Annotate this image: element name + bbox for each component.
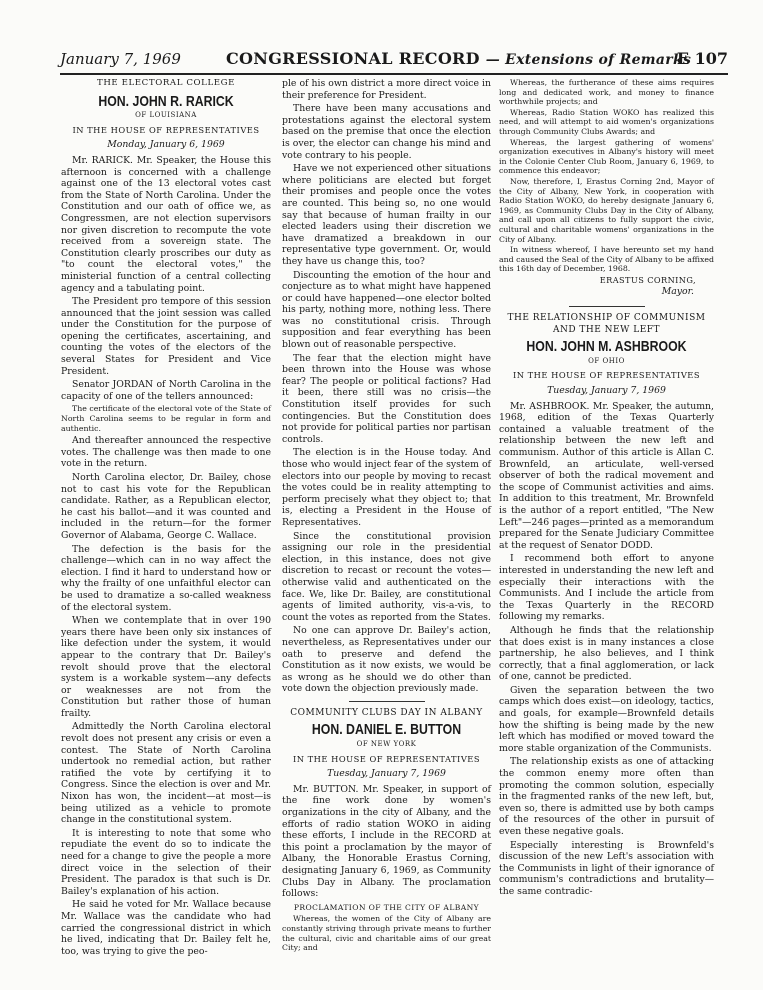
proclamation-title: PROCLAMATION OF THE CITY OF ALBANY: [293, 902, 480, 912]
column-2: [282, 78, 491, 953]
article1-kicker: THE ELECTORAL COLLEGE: [97, 78, 235, 88]
proclamation-text: Whereas, Radio Station WOKO has realized this need, and will attempt to aid women's organizations through Community Clubs Awards; and: [499, 107, 714, 136]
paragraph: The fear that the election might have been thrown into the House was whose fear? The people or political factions? Had it been, there still was no crisis—the Constitution itself provides for such contingencies. But the Constitution does not provide for political parties nor partisan controls.: [282, 352, 491, 445]
paragraph: Senator JORDAN of North Carolina in the capacity of one of the tellers announced:: [61, 379, 271, 402]
article3-day: Tuesday, January 7, 1969: [547, 385, 666, 397]
paragraph: Discounting the emotion of the hour and conjecture as to what might have happened or could have happened—one elector bolted his party, nothing more, nothing less. There was no constitutional crisis. Through supposition and fear everything has been blown out of reasonable perspective.: [282, 269, 491, 351]
paragraph: The defection is the basis for the challenge—which can in no way affect the election. I find it hard to understand how or why the frailty of one unfaithful elector can be used to dramatize a so-called weakness of the electoral system.: [61, 543, 271, 613]
paragraph: He said he voted for Mr. Wallace because Mr. Wallace was the candidate who had carried the congressional district in which he lived, indicating that Dr. Bailey felt he, too, was trying to give the peo-: [61, 899, 271, 957]
article1-house: IN THE HOUSE OF REPRESENTATIVES: [72, 124, 260, 135]
article1-day: Monday, January 6, 1969: [107, 139, 225, 151]
page-header: [60, 46, 728, 74]
paragraph: Have we not experienced other situations where politicians are elected but forget their promises and people once the votes are counted. This being so, no one would say that because of human frailty in our elected leaders using their discretion we have dramatized a breakdown in our representative type government. Or, would they have us change this, too?: [282, 163, 491, 267]
page-number: E 107: [676, 49, 728, 68]
section-divider: [569, 306, 645, 307]
article2-kicker: COMMUNITY CLUBS DAY IN ALBANY: [290, 707, 483, 718]
paragraph: The election is in the House today. And those who would inject fear of the system of electors into our people by moving to recast the votes could be in reality attempting to perform precisely what they object to; that is, electing a President in the House of Representatives.: [282, 447, 491, 528]
proclamation-text: Whereas, the women of the City of Albany are constantly striving through private means to further the cultural, civic and charitable aims of our great City; and: [282, 914, 491, 953]
paragraph: I recommend both effort to anyone interested in understanding the new left and especially their interactions with the Communists. And I include the article from the Texas Quarterly in the RECORD following my remarks.: [499, 553, 714, 623]
proclamation-text: Whereas, the furtherance of these aims requires long and dedicated work, and money to finance worthwhile projects; and: [499, 78, 714, 107]
paragraph: The relationship exists as one of attacking the common enemy more often than promoting the common solution, especially in the fragmented ranks of the new left, but, even so, there is admitted use by both camps of the resources of the other in pursuit of even these negative goals.: [499, 756, 714, 837]
article3-state: OF OHIO: [588, 356, 625, 365]
article2-speaker: HON. DANIEL E. BUTTON: [311, 721, 462, 739]
paragraph: North Carolina elector, Dr. Bailey, chose not to cast his vote for the Republican candidate. Rather, as a Republican elector, he cast his ballot—and it was counted and included in the return—for the former Governor of Alabama, George C. Wallace.: [61, 472, 271, 541]
block-quote: The certificate of the electoral vote of the State of North Carolina seems to be regular in form and authentic.: [61, 404, 271, 433]
section-title: — Extensions of Remarks: [485, 52, 692, 68]
section-divider: [349, 701, 425, 702]
paragraph: Although he finds that the relationship that does exist is in many instances a close partnership, he also believes, and I think correctly, that a final agglomeration, or lack of one, cannot be predicted.: [499, 624, 714, 683]
signature-name: ERASTUS CORNING,: [599, 274, 696, 285]
proclamation-text: In witness whereof, I have hereunto set my hand and caused the Seal of the City of Albany to be affixed this 16th day of December, 1968.: [499, 245, 714, 274]
paragraph: ple of his own district a more direct voice in their preference for President.: [282, 78, 491, 101]
article3-speaker: HON. JOHN M. ASHBROOK: [526, 338, 687, 356]
column-1: [61, 78, 271, 959]
article3-kicker: THE RELATIONSHIP OF COMMUNISM AND THE NEW LEFT: [507, 313, 706, 335]
publication-title: CONGRESSIONAL RECORD: [226, 49, 480, 68]
paragraph: Mr. BUTTON. Mr. Speaker, in support of the fine work done by women's organizations in the city of Albany, and the efforts of radio station WOKO in aiding these efforts, I include in the RECORD at this point a proclamation by the mayor of Albany, the Honorable Erastus Corning, designating January 6, 1969, as Community Clubs Day in Albany. The proclamation follows:: [282, 783, 491, 900]
header-title: [226, 49, 691, 68]
signature-title: Mayor.: [661, 286, 694, 298]
article3-house: IN THE HOUSE OF REPRESENTATIVES: [512, 370, 701, 381]
paragraph: There have been many accusations and protestations against the electoral system based on the premise that once the election is over, the elector can change his mind and vote contrary to his people.: [282, 103, 491, 161]
header-date: January 7, 1969: [60, 50, 181, 68]
paragraph: And thereafter announced the respective votes. The challenge was then made to one vote in the return.: [61, 435, 271, 470]
article1-state: OF LOUISIANA: [135, 111, 197, 120]
paragraph: Mr. RARICK. Mr. Speaker, the House this afternoon is concerned with a challenge against one of the 13 electoral votes cast from the State of North Carolina. Under the Constitution and our oath of office we, as Congressmen, are not election supervisors nor given discretion to recompute the vote received from a sovereign state. The Constitution clearly proscribes our duty as "to count the electoral votes," the ministerial function of a central collecting agency and a tabulating point.: [61, 154, 271, 294]
paragraph: It is interesting to note that some who repudiate the event do so to indicate the need for a change to give the people a more direct voice in the selection of their President. The paradox is that such is Dr. Bailey's explanation of his action.: [61, 827, 271, 897]
article2-house: IN THE HOUSE OF REPRESENTATIVES: [292, 753, 481, 764]
paragraph: Mr. ASHBROOK. Mr. Speaker, the autumn, 1968, edition of the Texas Quarterly contained a valuable treatment of the relationship between the new left and communism. Author of this article is Allan C. Brownfeld, an articulate, well-versed observer of both the radical movement and the scope of Communist activities and aims. In addition to this treatment, Mr. Brownfeld is the author of a report entitled, "The New Left"—246 pages—printed as a memorandum prepared for the Senate Judiciary Committee at the request of Senator DODD.: [499, 400, 714, 551]
paragraph: When we contemplate that in over 190 years there have been only six instances of like defection under the system, it would appear to the contrary that Dr. Bailey's revolt should prove that the electoral system is a workable system—any defects or weaknesses are not from the Constitution but rather those of human frailty.: [61, 615, 271, 719]
proclamation-text: Now, therefore, I, Erastus Corning 2nd, Mayor of the City of Albany, New York, in cooperation with Radio Station WOKO, do hereby designate January 6, 1969, as Community Clubs Day in the City of Albany, and call upon all citizens to fully support the civic, cultural and charitable womens' organizations in the City of Albany.: [499, 176, 714, 244]
column-3: [499, 78, 714, 900]
proclamation-text: Whereas, the largest gathering of womens' organization executives in Albany's history will meet in the Colonie Center Club Room, January 6, 1969, to commence this endeavor;: [499, 137, 714, 176]
paragraph: Admittedly the North Carolina electoral revolt does not present any crisis or even a contest. The State of North Carolina undertook no remedial action, but rather ratified the vote by certifying it to Congress. Since the election is over and Mr. Nixon has won, the incident—at most—is being utilized as a vehicle to promote change in the constitutional system.: [61, 721, 271, 826]
article1-speaker: HON. JOHN R. RARICK: [98, 92, 234, 110]
article2-day: Tuesday, January 7, 1969: [327, 768, 446, 780]
article2-state: OF NEW YORK: [356, 740, 417, 749]
paragraph: The President pro tempore of this session announced that the joint session was called under the Constitution for the purpose of opening the certificates, ascertaining, and counting the votes of the electors of the several States for President and Vice President.: [61, 296, 271, 377]
header-rule: [60, 73, 728, 75]
paragraph: No one can approve Dr. Bailey's action, nevertheless, as Representatives under our oath to preserve and defend the Constitution as it now exists, we would be as wrong as he should we do other than vote down the objection previously made.: [282, 625, 491, 695]
paragraph: Since the constitutional provision assigning our role in the presidential election, in this instance, does not give discretion to recast or recount the votes—otherwise valid and authenticated on the face. We, like Dr. Bailey, are constitutional agents of limited authority, vis-a-vis, to count the votes as reported from the States.: [282, 530, 491, 623]
paragraph: Especially interesting is Brownfeld's discussion of the new Left's association with the Communists in light of their ignorance of communism's contradictions and brutality—the same contradic-: [499, 839, 714, 897]
paragraph: Given the separation between the two camps which does exist—on ideology, tactics, and goals, for example—Brownfeld details how the shifting is being made by the new left which has modified or moved toward the more stable organization of the Communists.: [499, 684, 714, 754]
